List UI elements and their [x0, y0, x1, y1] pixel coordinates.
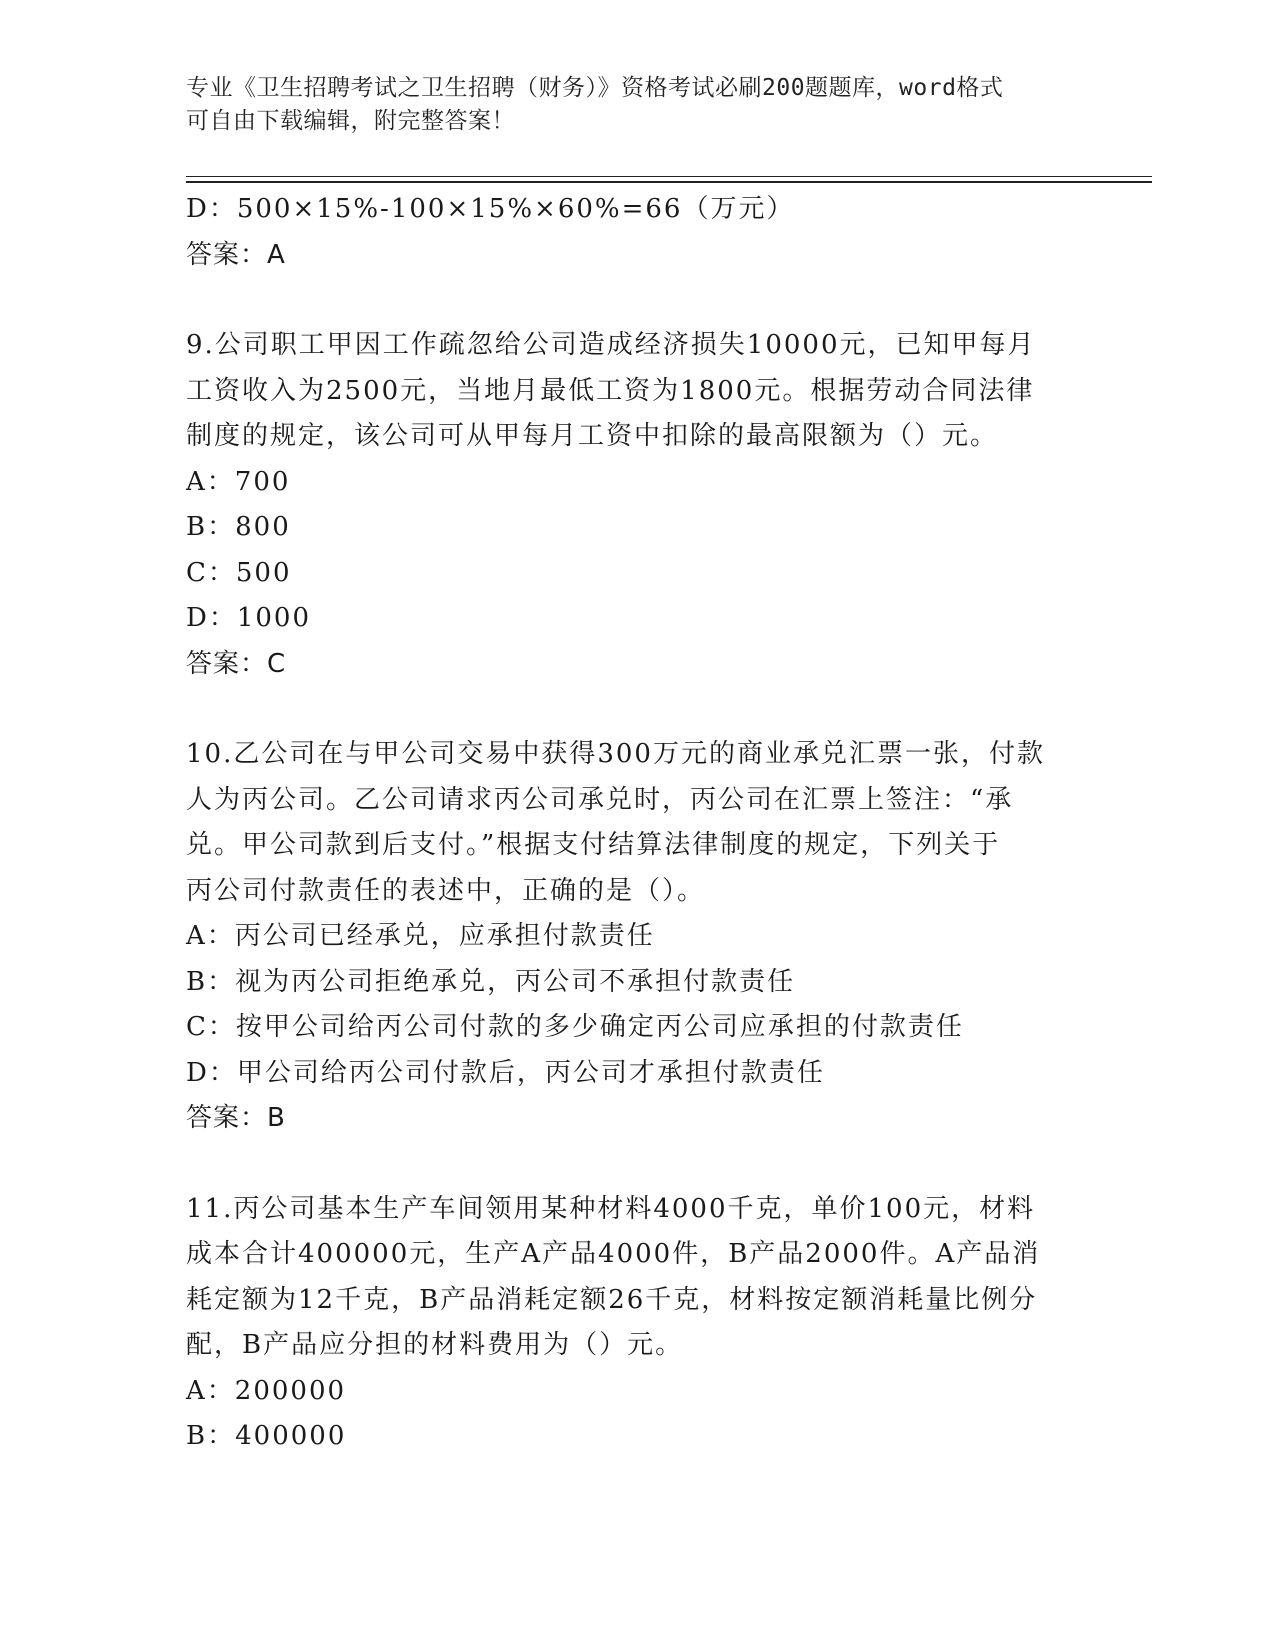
option-d: D：500×15%-100×15%×60%=66（万元）	[186, 194, 795, 224]
question-stem-line: 制度的规定，该公司可从甲每月工资中扣除的最高限额为（）元。	[186, 421, 999, 451]
option-b: B：视为丙公司拒绝承兑，丙公司不承担付款责任	[186, 966, 796, 997]
header-divider-thin	[186, 176, 1152, 177]
option-d: D：甲公司给丙公司付款后，丙公司才承担付款责任	[186, 1057, 825, 1088]
document-header	[186, 72, 1086, 138]
header-title-line1: 专业《卫生招聘考试之卫生招聘（财务）》资格考试必刷200题题库，word格式	[186, 75, 1004, 101]
question-stem-line: 成本合计400000元，生产A产品4000件，B产品2000件。A产品消	[186, 1239, 1041, 1269]
answer-line: 答案：C	[186, 648, 287, 679]
header-divider-thick	[186, 181, 1152, 183]
question-stem-line: 11.丙公司基本生产车间领用某种材料4000千克，单价100元，材料	[186, 1193, 1036, 1224]
question-stem-line: 兑。甲公司款到后支付。”根据支付结算法律制度的规定，下列关于	[186, 830, 1001, 860]
option-c: C：500	[186, 557, 292, 588]
question-10	[186, 732, 1086, 1142]
question-stem-line: 丙公司付款责任的表述中，正确的是（）。	[186, 875, 706, 906]
option-b: B：400000	[186, 1421, 347, 1451]
question-9	[186, 323, 1086, 687]
answer-line: 答案：B	[186, 1103, 286, 1133]
option-a: A：丙公司已经承兑，应承担付款责任	[186, 921, 655, 951]
question-stem-line: 人为丙公司。乙公司请求丙公司承兑时，丙公司在汇票上签注：“承	[186, 784, 1014, 815]
option-c: C：按甲公司给丙公司付款的多少确定丙公司应承担的付款责任	[186, 1012, 964, 1042]
option-d: D：1000	[186, 603, 312, 633]
question-stem-line: 9.公司职工甲因工作疏忽给公司造成经济损失10000元，已知甲每月	[186, 330, 1036, 360]
question-stem-line: 10.乙公司在与甲公司交易中获得300万元的商业承兑汇票一张，付款	[186, 739, 1045, 769]
question-stem-line: 工资收入为2500元，当地月最低工资为1800元。根据劳动合同法律	[186, 375, 1035, 406]
option-b: B：800	[186, 512, 291, 542]
option-a: A：200000	[186, 1375, 347, 1406]
document-body	[186, 187, 1086, 1460]
answer-line: 答案：A	[186, 239, 286, 270]
question-stem-line: 耗定额为12千克，B产品消耗定额26千克，材料按定额消耗量比例分	[186, 1284, 1038, 1315]
header-title-line2: 可自由下载编辑，附完整答案！	[186, 108, 515, 134]
previous-question-tail	[186, 187, 1086, 278]
question-stem-line: 配，B产品应分担的材料费用为（）元。	[186, 1330, 684, 1360]
question-11	[186, 1187, 1086, 1460]
option-a: A：700	[186, 466, 291, 497]
